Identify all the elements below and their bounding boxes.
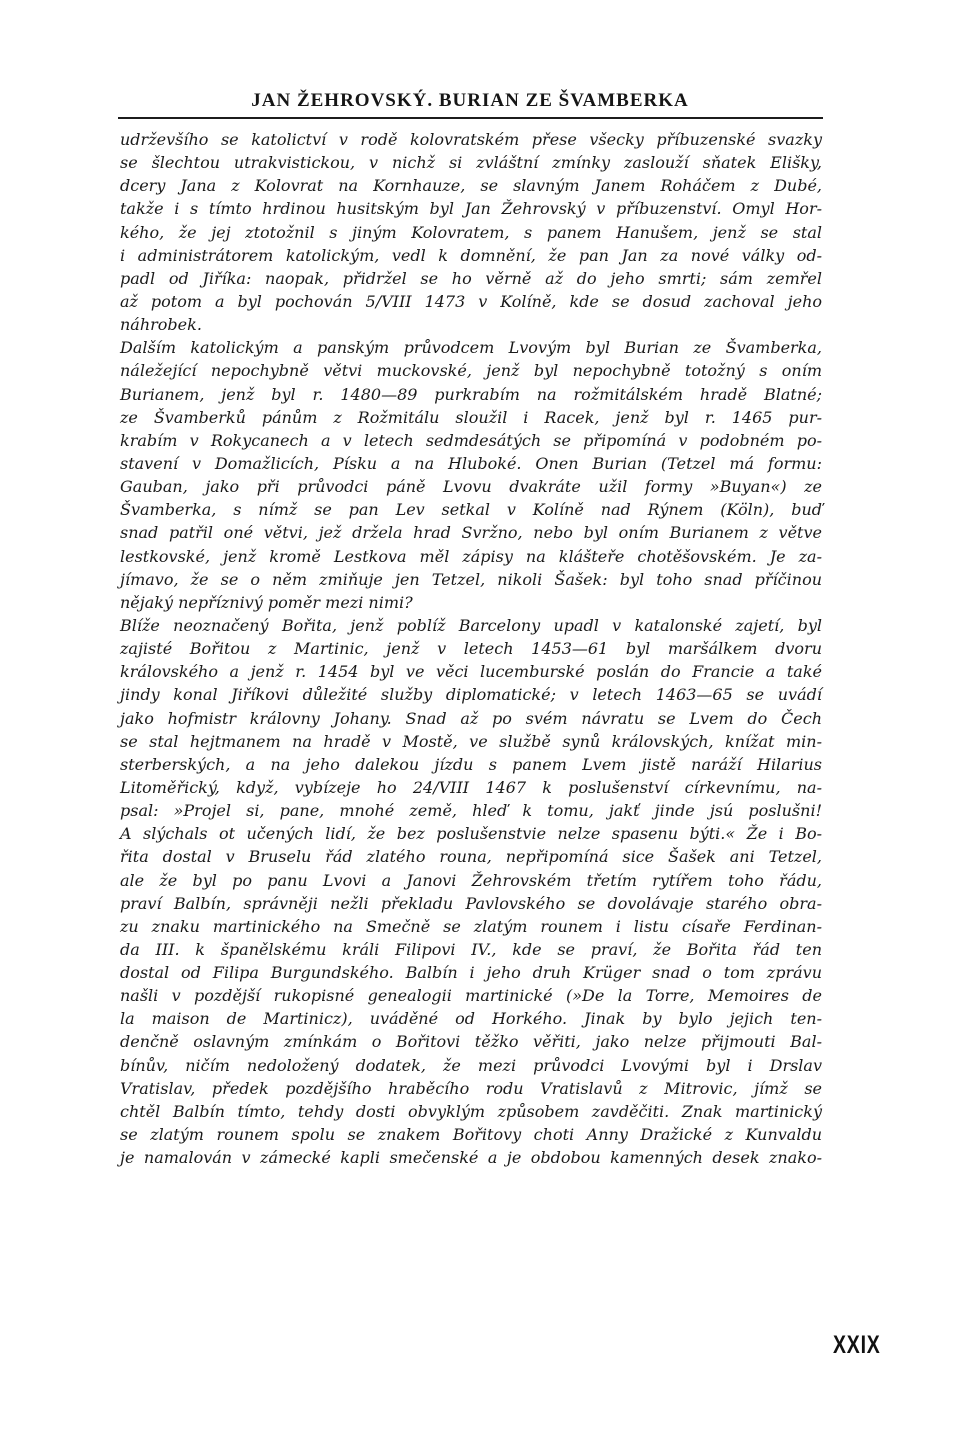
body-text <box>120 128 822 1169</box>
text-line: lestkovské, jenž kromě Lestkova měl zápisy na klášteře chotěšovském. Je za- <box>120 546 822 566</box>
page-number: XXIX <box>833 1331 881 1359</box>
text-line: la maison de Martinicz), uváděné od Horkého. Jinak by bylo jejich ten- <box>120 1009 822 1029</box>
text-line: našli v pozdější rukopisné genealogii martinické (»De la Torre, Memoires de <box>120 986 822 1006</box>
text-line: dcery Jana z Kolovrat na Kornhauze, se slavným Janem Roháčem z Dubé, <box>120 176 822 196</box>
text-line: ale že byl po panu Lvovi a Janovi Žehrovském třetím rytířem toho řádu, <box>120 870 822 890</box>
text-line: kého, že jej ztotožnil s jiným Kolovratem, s panem Hanušem, jenž se stal <box>120 222 822 242</box>
text-line: udrževšího se katolictví v rodě kolovratském přese všecky příbuzenské svazky <box>120 130 822 149</box>
text-line: i administrátorem katolickým, vedl k domnění, že pan Jan za nové války od- <box>120 245 822 265</box>
text-line: krabím v Rokycanech a v letech sedmdesátých se připomíná v podobném po- <box>120 430 822 450</box>
text-line: denčně oslavným zmínkám o Bořitovi těžko věřiti, jako nelze přijmouti Bal- <box>120 1032 822 1052</box>
text-line: chtěl Balbín tímto, tehdy dosti obvyklým způsobem zavděčiti. Znak martinický <box>120 1101 822 1121</box>
text-line: řita dostal v Bruselu řád zlatého rouna, nepřipomíná sice Šašek ani Tetzel, <box>120 847 822 867</box>
text-line: se zlatým rounem spolu se znakem Bořitovy choti Anny Dražické z Kunvaldu <box>120 1125 822 1145</box>
text-line: A slýchals ot učených lidí, že bez poslušenstvie nelze spasenu býti.« Že i Bo- <box>120 824 822 844</box>
text-line: takže i s tímto hrdinou husitským byl Jan Žehrovský v příbuzenství. Omyl Hor- <box>120 199 822 219</box>
text-line: psal: »Projel si, pane, mnohé země, hleď k tomu, jakť jinde jsú poslušni! <box>120 801 822 821</box>
text-line: stavení v Domažlicích, Písku a na Hluboké. Onen Burian (Tetzel má formu: <box>120 453 822 473</box>
text-line: zajisté Bořitou z Martinic, jenž v letech 1453—61 byl maršálkem dvoru <box>120 639 822 659</box>
text-line: jindy konal Jiříkovi důležité služby diplomatické; v letech 1463—65 se uvádí <box>120 685 822 705</box>
text-line: se stal hejtmanem na hradě v Mostě, ve službě synů královských, knížat min- <box>120 731 822 751</box>
text-line: náhrobek. <box>120 315 202 335</box>
text-line: nějaký nepříznivý poměr mezi nimi? <box>120 592 413 612</box>
text-line: da III. k španělskému králi Filipovi IV., kde se praví, že Bořita řád ten <box>120 939 822 959</box>
text-line: Blíže neoznačený Bořita, jenž poblíž Barcelony upadl v katalonské zajetí, byl <box>120 615 822 635</box>
text-line: sterberských, a na jeho dalekou jízdu s panem Lvem jistě naráží Hilarius <box>120 754 822 774</box>
text-line: snad patřil oné větvi, jež držela hrad Svržno, nebo byl oním Burianem z větve <box>120 523 822 543</box>
running-head: JAN ŽEHROVSKÝ. BURIAN ZE ŠVAMBERKA <box>251 90 689 111</box>
text-line: náležející nepochybně větvi muckovské, jenž byl nepochybně totožný s oním <box>120 361 822 381</box>
text-line: je namalován v zámecké kapli smečenské a je obdobou kamenných desek znako- <box>120 1148 822 1168</box>
text-line: padl od Jiříka: naopak, přidržel se ho věrně až do jeho smrti; sám zemřel <box>120 268 822 288</box>
text-line: jako hofmistr královny Johany. Snad až po svém návratu se Lvem do Čech <box>120 708 822 728</box>
text-line: se šlechtou utrakvistickou, v nichž si zvláštní zmínky zaslouží sňatek Elišky, <box>120 153 822 173</box>
text-line: bínův, ničím nedoložený dodatek, že mezi průvodci Lvovými byl i Drslav <box>120 1055 822 1075</box>
text-line: královského a jenž r. 1454 byl ve věci lucemburské poslán do Francie a také <box>120 662 822 682</box>
text-line: Vratislav, předek pozdějšího hraběcího rodu Vratislavů z Mitrovic, jímž se <box>120 1078 822 1098</box>
text-line: Dalším katolickým a panským průvodcem Lvovým byl Burian ze Švamberka, <box>120 338 822 358</box>
text-line: až potom a byl pochován 5/VIII 1473 v Kolíně, kde se dosud zachoval jeho <box>120 291 822 311</box>
text-line: praví Balbín, správněji nežli překladu Pavlovského se dovolávaje starého obra- <box>120 893 822 913</box>
text-line: Litoměřický, když, vybízeje ho 24/VIII 1467 k poslušenství církevnímu, na- <box>120 777 822 797</box>
text-line: dostal od Filipa Burgundského. Balbín i jeho druh Krüger snad o tom zprávu <box>120 963 822 983</box>
text-line: Švamberka, s nímž se pan Lev setkal v Kolíně nad Rýnem (Köln), buď <box>120 500 822 520</box>
header-rule <box>118 117 823 119</box>
text-line: Gauban, jako při průvodci páně Lvovu dvakráte užil formy »Buyan«) ze <box>120 477 822 497</box>
text-line: zu znaku martinického na Smečně se zlatým rounem i listu císaře Ferdinan- <box>120 916 822 936</box>
text-line: ze Švamberků pánům z Rožmitálu sloužil i Racek, jenž byl r. 1465 pur- <box>120 407 822 427</box>
text-line: jímavo, že se o něm zmiňuje jen Tetzel, nikoli Šašek: byl toho snad příčinou <box>120 569 822 589</box>
text-line: Burianem, jenž byl r. 1480—89 purkrabím na rožmitálském hradě Blatné; <box>120 384 822 404</box>
